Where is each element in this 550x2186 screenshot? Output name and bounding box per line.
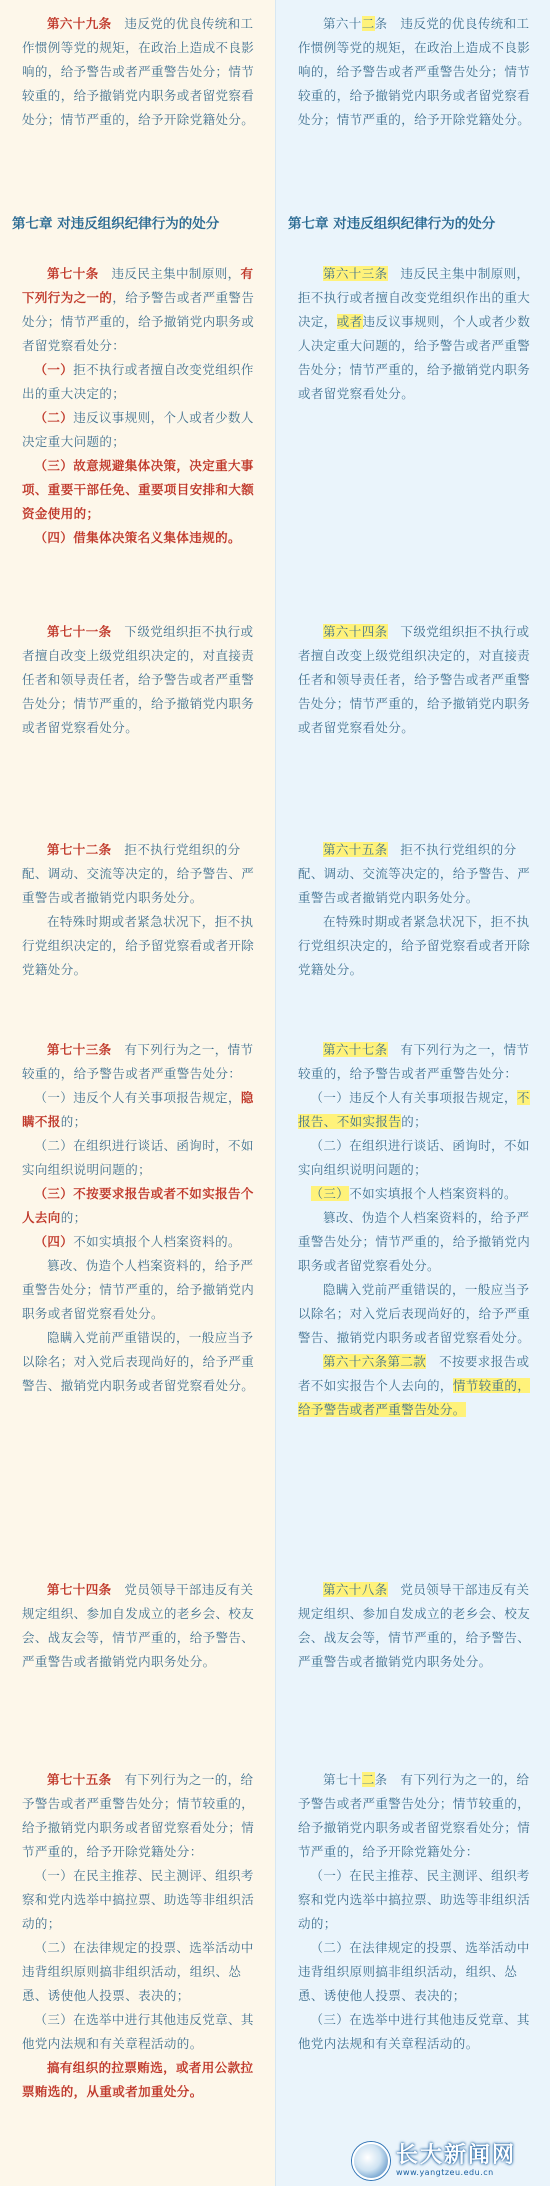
site-logo[interactable] <box>352 2142 542 2180</box>
item-text: （一）违反个人有关事项报告规定， <box>310 1090 517 1105</box>
article-text: 下级党组织拒不执行或者擅自改变上级党组织决定的，对直接责任者和领导责任者，给予警告或者严重警告处分；情节严重的，给予撤销党内职务或者留党察看处分。 <box>22 624 255 735</box>
left-art74 <box>22 1578 265 1674</box>
item-text: 不如实填报个人档案资料的。 <box>349 1186 517 1201</box>
article-text: 不按要求报告或者不如实报告个人去向的， <box>298 1354 530 1393</box>
article-text: 隐瞒入党前严重错误的，一般应当予以除名；对入党后表现尚好的，给予严重警告、撤销党内职务或者留党察看处分。 <box>298 1282 531 1345</box>
article-number: 条 <box>374 1772 388 1787</box>
article-number: 第六十三条 <box>323 266 388 281</box>
item-text: 拒不执行或者擅自改变党组织作出的重大决定的； <box>22 362 254 401</box>
item-text: 不如实填报个人档案资料的。 <box>73 1234 241 1249</box>
article-number: 第七十一条 <box>47 624 112 639</box>
article-number: 第七十二条 <box>47 842 112 857</box>
item-text: （二）在法律规定的投票、选举活动中违背组织原则搞非组织活动，组织、怂恿、诱使他人投票、表决的； <box>298 1940 530 2003</box>
right-art64 <box>298 620 540 740</box>
article-text: 下级党组织拒不执行或者擅自改变上级党组织决定的，对直接责任者和领导责任者，给予警告或者严重警告处分；情节严重的，给予撤销党内职务或者留党察看处分。 <box>298 624 531 735</box>
item-number: （三） <box>34 1186 74 1201</box>
article-number: 第七十条 <box>47 266 99 281</box>
article-text: 党员领导干部违反有关规定组织、参加自发成立的老乡会、校友会、战友会等，情节严重的，给予警告、严重警告或者撤销党内职务处分。 <box>298 1582 531 1669</box>
right-art72 <box>298 1768 540 2056</box>
article-number: 第六十七条 <box>323 1042 388 1057</box>
article-number: 第六十 <box>323 16 362 31</box>
article-number: 第六十九条 <box>47 16 112 31</box>
right-art68 <box>298 1578 540 1674</box>
logo-url: www.yangtzeu.edu.cn <box>396 2168 494 2177</box>
article-text: 篡改、伪造个人档案资料的，给予严重警告处分；情节严重的，给予撤销党内职务或者留党察看处分。 <box>22 1258 255 1321</box>
left-art73 <box>22 1038 265 1398</box>
article-number: 第七十 <box>323 1772 362 1787</box>
logo-text <box>396 2144 516 2178</box>
item-number: （二） <box>34 410 74 425</box>
right-art63 <box>298 262 540 406</box>
item-number: （四） <box>34 530 74 545</box>
highlight-text: 搞有组织的拉票贿选，或者用公款拉票贿选的，从重或者加重处分。 <box>22 2060 254 2099</box>
article-text: 有下列行为之一的，给予警告或者严重警告处分；情节较重的，给予撤销党内职务或者留党察看处分；情节严重的，给予开除党籍处分： <box>298 1772 531 1859</box>
item-text: （三）故意规避集体决策，决定重大事项、重要干部任免、重要项目安排和大额资金使用的； <box>22 458 255 521</box>
left-art70 <box>22 262 265 550</box>
article-number: 第七十五条 <box>47 1772 112 1787</box>
article-number: 第七十四条 <box>47 1582 112 1597</box>
article-number: 二 <box>361 16 375 31</box>
item-text: （二）在组织进行谈话、函询时，不如实向组织说明问题的； <box>298 1138 530 1177</box>
item-text: （二）在法律规定的投票、选举活动中违背组织原则搞非组织活动，组织、怂恿、诱使他人投票、表决的； <box>22 1940 254 2003</box>
right-art62 <box>298 12 540 132</box>
item-text: 违反议事规则，个人或者少数人决定重大问题的； <box>22 410 254 449</box>
item-text: （一）违反个人有关事项报告规定， <box>34 1090 241 1105</box>
article-text: 违反民主集中制原则，拒不执行或者擅自改变党组织作出的重大决定， <box>298 266 531 329</box>
article-text: 有下列行为之一的，给予警告或者严重警告处分；情节较重的，给予撤销党内职务或者留党察看处分；情节严重的，给予开除党籍处分： <box>22 1772 255 1859</box>
right-art67 <box>298 1038 540 1422</box>
article-text: 有下列行为之一，情节较重的，给予警告或者严重警告处分： <box>22 1042 254 1081</box>
item-number: （一） <box>34 362 74 377</box>
article-text: 违反议事规则，个人或者少数人决定重大问题的，给予警告或者严重警告处分；情节严重的，给予撤销党内职务或者留党察看处分。 <box>298 314 531 401</box>
article-text: 有下列行为之一，情节较重的，给予警告或者严重警告处分： <box>298 1042 530 1081</box>
left-chapter-title: 第七章 对违反组织纪律行为的处分 <box>12 216 220 232</box>
highlight-text: 第六十六条第二款 <box>323 1354 427 1369</box>
item-text: （三）在选举中进行其他违反党章、其他党内法规和有关章程活动的。 <box>22 2012 254 2051</box>
left-art71 <box>22 620 265 740</box>
article-number: 第七十三条 <box>47 1042 112 1057</box>
article-text: 拒不执行党组织的分配、调动、交流等决定的，给予警告、严重警告或者撤销党内职务处分。 <box>298 842 531 905</box>
item-text: （一）在民主推荐、民主测评、组织考察和党内选举中搞拉票、助选等非组织活动的； <box>298 1868 531 1931</box>
article-text: 在特殊时期或者紧急状况下，拒不执行党组织决定的，给予留党察看或者开除党籍处分。 <box>22 914 255 977</box>
university-emblem-icon <box>352 2142 390 2180</box>
article-text: 在特殊时期或者紧急状况下，拒不执行党组织决定的，给予留党察看或者开除党籍处分。 <box>298 914 531 977</box>
right-column <box>275 0 550 2186</box>
article-text: 违反民主集中制原则， <box>111 266 241 281</box>
article-text: 违反党的优良传统和工作惯例等党的规矩，在政治上造成不良影响的，给予警告或者严重警告处分；情节较重的，给予撤销党内职务或者留党察看处分；情节严重的，给予开除党籍处分。 <box>22 16 255 127</box>
highlight-text: 情节较重的，给予警告或者严重警告处分。 <box>298 1378 531 1417</box>
right-chapter-title: 第七章 对违反组织纪律行为的处分 <box>288 216 496 232</box>
highlight-text: （三） <box>310 1186 350 1201</box>
article-text: 篡改、伪造个人档案资料的，给予严重警告处分；情节严重的，给予撤销党内职务或者留党察看处分。 <box>298 1210 531 1273</box>
article-number: 第六十五条 <box>323 842 388 857</box>
highlight-text: 不按要求报告或者不如实报告个人去向 <box>22 1186 254 1225</box>
item-text: （三）在选举中进行其他违反党章、其他党内法规和有关章程活动的。 <box>298 2012 530 2051</box>
right-art65 <box>298 838 540 982</box>
highlight-text: 有下列行为之一的 <box>22 266 254 305</box>
highlight-text: 或者 <box>336 314 363 329</box>
article-text: 党员领导干部违反有关规定组织、参加自发成立的老乡会、校友会、战友会等，情节严重的，给予警告、严重警告或者撤销党内职务处分。 <box>22 1582 255 1669</box>
article-text: 隐瞒入党前严重错误的，一般应当予以除名；对入党后表现尚好的，给予严重警告、撤销党内职务或者留党察看处分。 <box>22 1330 255 1393</box>
article-number: 条 <box>374 16 388 31</box>
article-text: ，给予警告或者严重警告处分；情节严重的，给予撤销党内职务或者留党察看处分： <box>22 290 255 353</box>
item-text: 的； <box>60 1210 87 1225</box>
article-number: 二 <box>361 1772 375 1787</box>
item-text: 的； <box>401 1114 428 1129</box>
left-art75 <box>22 1768 265 2104</box>
article-number: 第六十八条 <box>323 1582 388 1597</box>
left-art72 <box>22 838 265 982</box>
article-text: 拒不执行党组织的分配、调动、交流等决定的，给予警告、严重警告或者撤销党内职务处分。 <box>22 842 255 905</box>
item-text: 的； <box>60 1114 87 1129</box>
highlight-text: 不报告、不如实报告 <box>298 1090 530 1129</box>
highlight-text: 隐瞒不报 <box>22 1090 254 1129</box>
item-text: 借集体决策名义集体违规的。 <box>73 530 241 545</box>
item-text: （二）在组织进行谈话、函询时，不如实向组织说明问题的； <box>22 1138 254 1177</box>
logo-name: 长大新闻网 <box>396 2143 517 2168</box>
article-text: 违反党的优良传统和工作惯例等党的规矩，在政治上造成不良影响的，给予警告或者严重警告处分；情节较重的，给予撤销党内职务或者留党察看处分；情节严重的，给予开除党籍处分。 <box>298 16 531 127</box>
item-number: （四） <box>34 1234 74 1249</box>
item-text: （一）在民主推荐、民主测评、组织考察和党内选举中搞拉票、助选等非组织活动的； <box>22 1868 255 1931</box>
left-art69 <box>22 12 265 132</box>
article-number: 第六十四条 <box>323 624 388 639</box>
